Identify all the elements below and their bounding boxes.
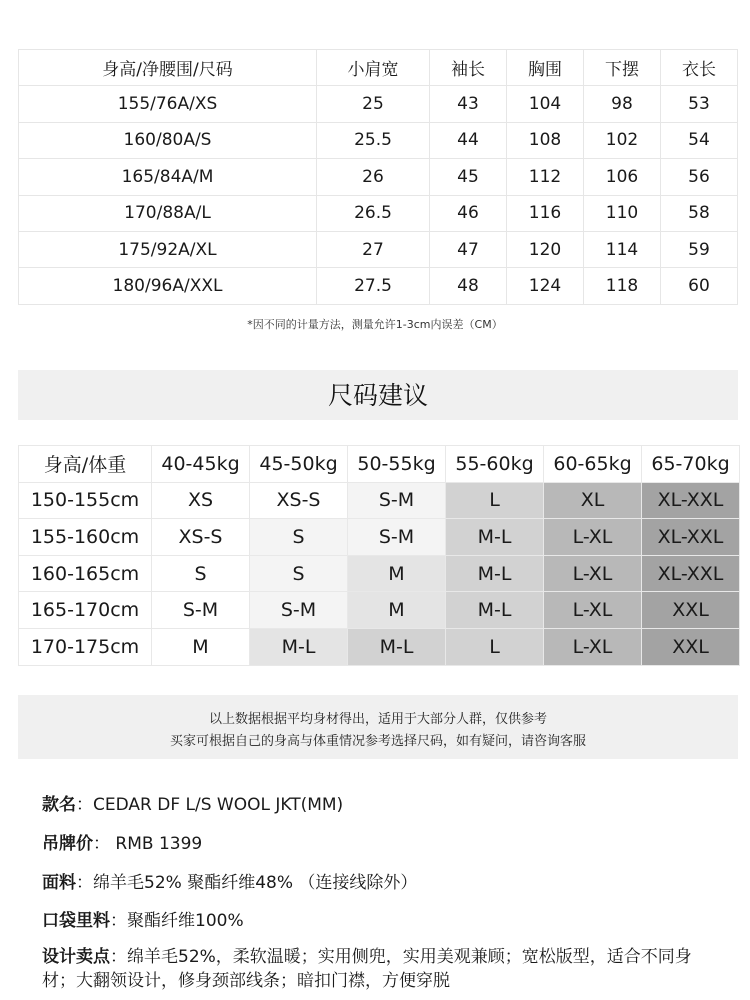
size-chart-cell: 60 xyxy=(661,268,738,304)
recommended-size-cell: M xyxy=(152,628,250,665)
recommendation-row xyxy=(19,519,740,556)
size-chart-cell: 170/88A/L xyxy=(19,195,317,231)
height-range-cell: 165-170cm xyxy=(19,592,152,629)
recommendation-row xyxy=(19,555,740,592)
size-col-header: 胸围 xyxy=(507,50,584,86)
recommendation-col-header: 55-60kg xyxy=(446,446,544,483)
height-range-cell: 150-155cm xyxy=(19,482,152,519)
size-chart-row xyxy=(19,268,738,304)
recommended-size-cell: S-M xyxy=(348,519,446,556)
size-chart-table xyxy=(18,49,738,305)
measurement-note: *因不同的计量方法，测量允许1-3cm内误差（CM） xyxy=(247,318,503,331)
recommendation-title: 尺码建议 xyxy=(18,370,738,420)
size-chart-cell: 155/76A/XS xyxy=(19,86,317,122)
size-chart-cell: 180/96A/XXL xyxy=(19,268,317,304)
size-col-header: 袖长 xyxy=(430,50,507,86)
recommendation-col-header: 身高/体重 xyxy=(19,446,152,483)
recommended-size-cell: S xyxy=(250,519,348,556)
height-range-cell: 170-175cm xyxy=(19,628,152,665)
recommended-size-cell: XL-XXL xyxy=(642,555,740,592)
size-chart-cell: 25.5 xyxy=(317,122,430,158)
recommended-size-cell: XL xyxy=(544,482,642,519)
recommended-size-cell: L-XL xyxy=(544,555,642,592)
size-chart-cell: 26 xyxy=(317,159,430,195)
recommended-size-cell: M-L xyxy=(446,519,544,556)
recommended-size-cell: L-XL xyxy=(544,592,642,629)
size-chart-cell: 165/84A/M xyxy=(19,159,317,195)
reference-note-box xyxy=(18,695,738,759)
recommended-size-cell: M-L xyxy=(348,628,446,665)
size-chart-cell: 108 xyxy=(507,122,584,158)
size-col-header: 下摆 xyxy=(584,50,661,86)
recommended-size-cell: S-M xyxy=(250,592,348,629)
size-chart-cell: 58 xyxy=(661,195,738,231)
size-chart-cell: 112 xyxy=(507,159,584,195)
recommended-size-cell: L-XL xyxy=(544,628,642,665)
product-name-label: 款名 xyxy=(42,795,76,815)
recommended-size-cell: M-L xyxy=(446,555,544,592)
size-chart-cell: 25 xyxy=(317,86,430,122)
product-name-line xyxy=(42,790,722,815)
size-chart-cell: 116 xyxy=(507,195,584,231)
recommended-size-cell: M xyxy=(348,555,446,592)
size-chart-cell: 114 xyxy=(584,231,661,267)
product-design-label: 设计卖点 xyxy=(42,947,110,967)
size-chart-cell: 27 xyxy=(317,231,430,267)
size-chart-cell: 53 xyxy=(661,86,738,122)
size-chart-row xyxy=(19,86,738,122)
recommendation-col-header: 45-50kg xyxy=(250,446,348,483)
recommended-size-cell: S xyxy=(152,555,250,592)
size-chart-cell: 175/92A/XL xyxy=(19,231,317,267)
size-chart-cell: 46 xyxy=(430,195,507,231)
size-chart-cell: 48 xyxy=(430,268,507,304)
recommendation-row xyxy=(19,592,740,629)
recommended-size-cell: S-M xyxy=(152,592,250,629)
size-chart-cell: 44 xyxy=(430,122,507,158)
recommended-size-cell: L xyxy=(446,482,544,519)
size-chart-cell: 104 xyxy=(507,86,584,122)
recommended-size-cell: S-M xyxy=(348,482,446,519)
size-recommendation-table xyxy=(18,445,740,666)
product-pocket-line xyxy=(42,906,722,931)
size-chart-cell: 160/80A/S xyxy=(19,122,317,158)
size-chart-cell: 124 xyxy=(507,268,584,304)
recommendation-col-header: 50-55kg xyxy=(348,446,446,483)
recommended-size-cell: M-L xyxy=(446,592,544,629)
size-chart-cell: 26.5 xyxy=(317,195,430,231)
product-fabric-label: 面料 xyxy=(42,873,76,893)
recommendation-col-header: 40-45kg xyxy=(152,446,250,483)
recommended-size-cell: XXL xyxy=(642,628,740,665)
recommended-size-cell: XS-S xyxy=(152,519,250,556)
recommended-size-cell: XS-S xyxy=(250,482,348,519)
size-chart-cell: 120 xyxy=(507,231,584,267)
recommended-size-cell: L-XL xyxy=(544,519,642,556)
size-chart-cell: 47 xyxy=(430,231,507,267)
size-chart-cell: 98 xyxy=(584,86,661,122)
product-design-line xyxy=(42,945,722,993)
recommended-size-cell: S xyxy=(250,555,348,592)
size-chart-cell: 54 xyxy=(661,122,738,158)
recommended-size-cell: L xyxy=(446,628,544,665)
size-chart-cell: 59 xyxy=(661,231,738,267)
recommended-size-cell: M xyxy=(348,592,446,629)
size-chart-cell: 106 xyxy=(584,159,661,195)
size-chart-row xyxy=(19,231,738,267)
recommended-size-cell: XS xyxy=(152,482,250,519)
size-chart-row xyxy=(19,122,738,158)
recommended-size-cell: XXL xyxy=(642,592,740,629)
size-chart-cell: 27.5 xyxy=(317,268,430,304)
reference-note-line-1: 以上数据根据平均身材得出，适用于大部分人群，仅供参考 xyxy=(208,712,547,727)
size-col-header: 小肩宽 xyxy=(317,50,430,86)
reference-note-line-2: 买家可根据自己的身高与体重情况参考选择尺码，如有疑问，请咨询客服 xyxy=(169,734,586,749)
recommended-size-cell: XL-XXL xyxy=(642,482,740,519)
size-chart-cell: 56 xyxy=(661,159,738,195)
size-chart-cell: 43 xyxy=(430,86,507,122)
size-chart-cell: 118 xyxy=(584,268,661,304)
recommended-size-cell: XL-XXL xyxy=(642,519,740,556)
size-chart-row xyxy=(19,159,738,195)
recommended-size-cell: M-L xyxy=(250,628,348,665)
product-pocket-label: 口袋里料 xyxy=(42,911,110,931)
size-col-header: 衣长 xyxy=(661,50,738,86)
size-chart-header-row xyxy=(19,50,738,86)
recommendation-col-header: 60-65kg xyxy=(544,446,642,483)
height-range-cell: 155-160cm xyxy=(19,519,152,556)
product-price-label: 吊牌价 xyxy=(42,834,93,854)
size-col-header: 身高/净腰围/尺码 xyxy=(19,50,317,86)
product-pocket-value: ：聚酯纤维100% xyxy=(110,911,244,931)
size-chart-cell: 45 xyxy=(430,159,507,195)
recommendation-row xyxy=(19,482,740,519)
product-price-line xyxy=(42,829,722,854)
product-price-value: ： RMB 1399 xyxy=(93,834,203,854)
product-name-value: ：CEDAR DF L/S WOOL JKT(MM) xyxy=(76,795,344,815)
size-chart-cell: 110 xyxy=(584,195,661,231)
height-range-cell: 160-165cm xyxy=(19,555,152,592)
size-chart-row xyxy=(19,195,738,231)
product-fabric-line xyxy=(42,868,722,893)
product-design-value: ：绵羊毛52%，柔软温暖；实用侧兜，实用美观兼顾；宽松版型，适合不同身材；大翻领设计，修身颈部线条；暗扣门襟，方便穿脱 xyxy=(42,947,692,991)
recommendation-col-header: 65-70kg xyxy=(642,446,740,483)
recommendation-row xyxy=(19,628,740,665)
recommendation-header-row xyxy=(19,446,740,483)
size-chart-cell: 102 xyxy=(584,122,661,158)
product-fabric-value: ：绵羊毛52% 聚酯纤维48% （连接线除外） xyxy=(76,873,418,893)
